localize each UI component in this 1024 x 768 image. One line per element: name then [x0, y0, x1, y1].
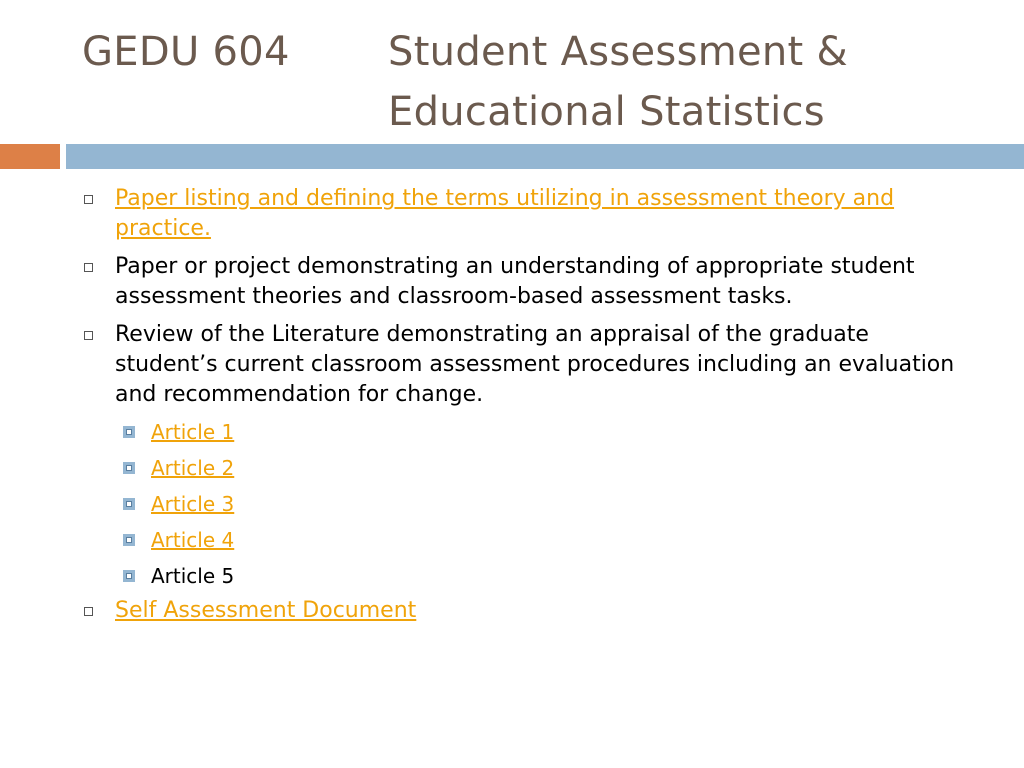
article-item	[82, 414, 962, 450]
square-bullet-icon	[84, 607, 93, 616]
article-item	[82, 522, 962, 558]
article-list	[82, 414, 962, 594]
terms-paper-link[interactable]: Paper listing and defining the terms utilizing in assessment theory and practice.	[115, 186, 895, 241]
square-sub-bullet-icon	[123, 426, 135, 438]
square-sub-bullet-icon	[123, 534, 135, 546]
self-assessment-link[interactable]: Self Assessment Document	[115, 598, 417, 623]
article-item	[82, 486, 962, 522]
accent-bar-blue	[66, 144, 1024, 169]
square-bullet-icon	[84, 331, 93, 340]
article-3-link[interactable]: Article 3	[151, 492, 235, 516]
square-sub-bullet-icon	[123, 570, 135, 582]
article-5-label: Article 5	[151, 564, 235, 588]
course-name-line-2: Educational Statistics	[388, 89, 825, 135]
accent-bar-orange	[0, 144, 60, 169]
article-1-link[interactable]: Article 1	[151, 420, 235, 444]
list-item	[82, 596, 962, 626]
square-sub-bullet-icon	[123, 462, 135, 474]
list-item	[82, 184, 962, 244]
course-name	[388, 22, 848, 142]
article-item	[82, 558, 962, 594]
square-bullet-icon	[84, 263, 93, 272]
list-item	[82, 252, 962, 312]
square-sub-bullet-icon	[123, 498, 135, 510]
article-4-link[interactable]: Article 4	[151, 528, 235, 552]
bullet-list	[82, 184, 962, 634]
square-bullet-icon	[84, 195, 93, 204]
course-name-line-1: Student Assessment &	[388, 29, 849, 75]
list-item	[82, 320, 962, 410]
article-2-link[interactable]: Article 2	[151, 456, 235, 480]
list-item-text: Paper or project demonstrating an understanding of appropriate student assessment theories and classroom-based assessment tasks.	[115, 254, 915, 309]
list-item-text: Review of the Literature demonstrating an appraisal of the graduate student’s current classroom assessment procedures including an evaluation and recommendation for change.	[115, 322, 955, 407]
course-code: GEDU 604	[82, 29, 290, 75]
article-item	[82, 450, 962, 486]
